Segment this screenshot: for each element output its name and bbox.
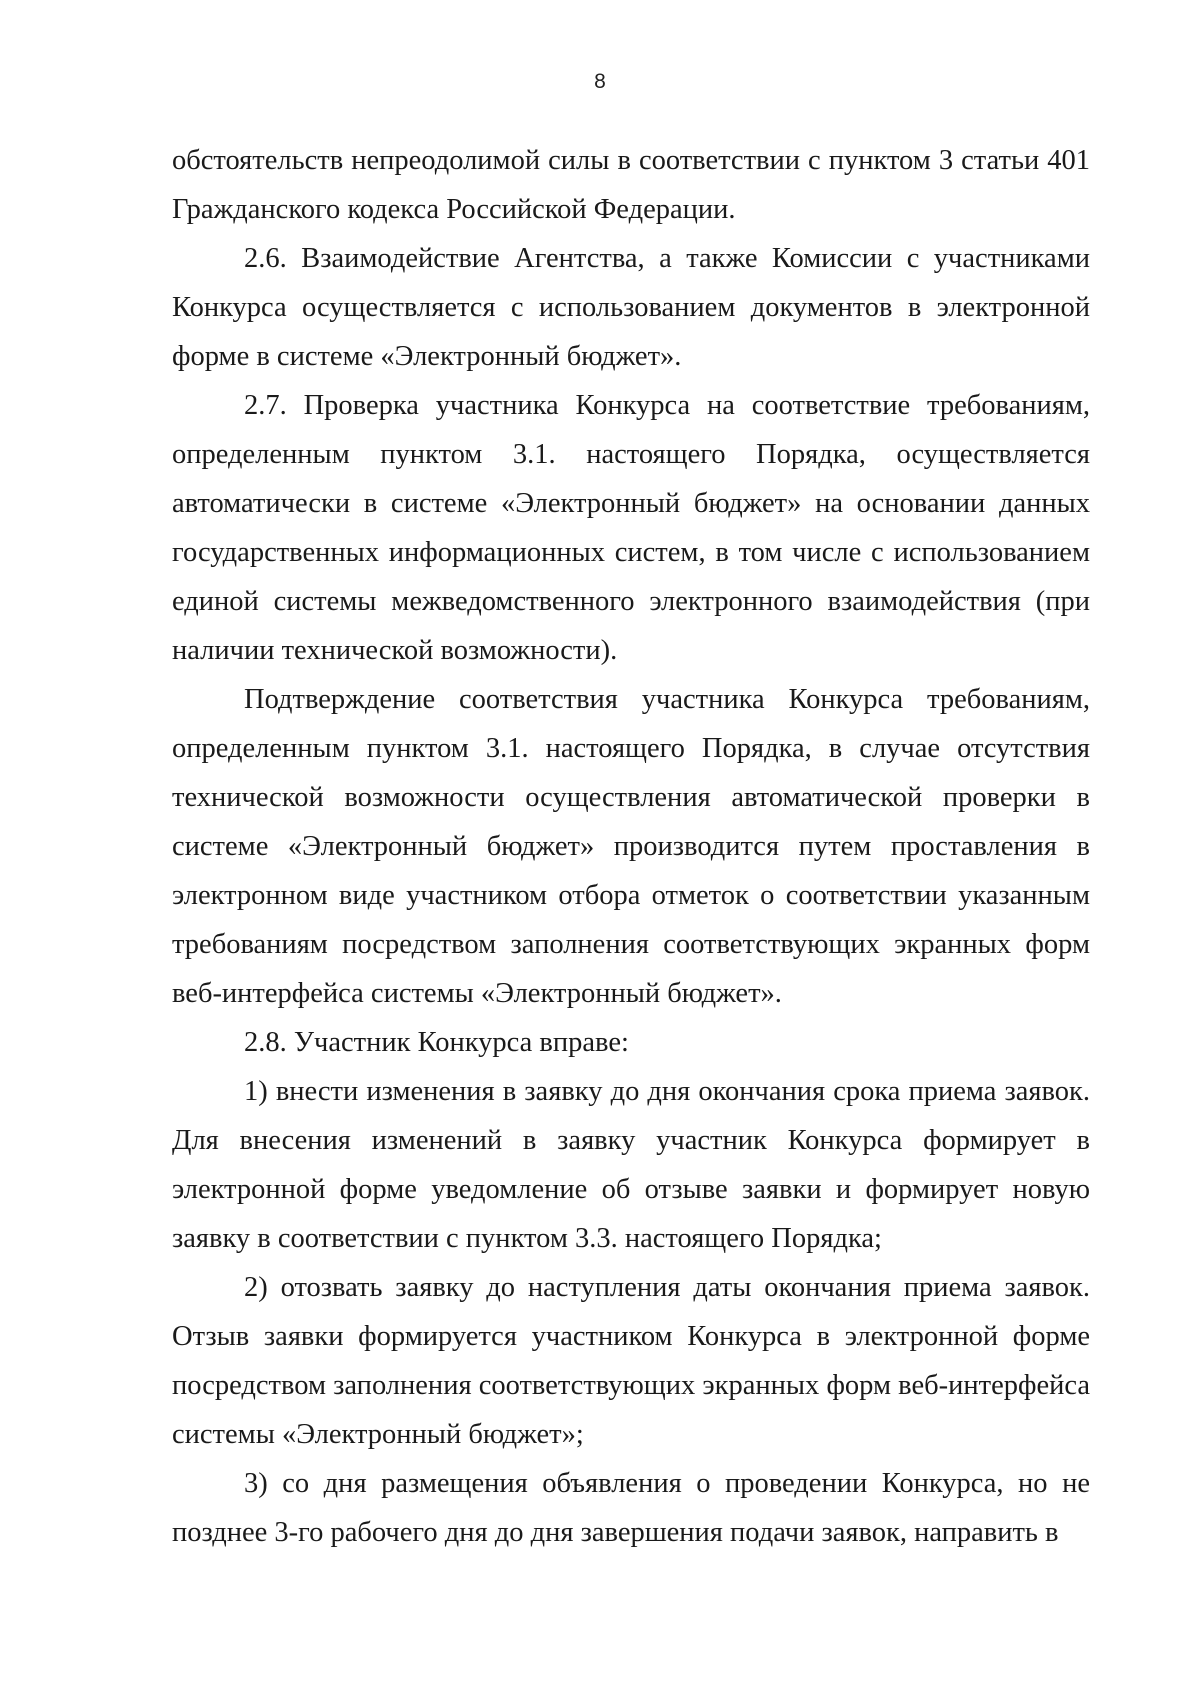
paragraph-continuation: обстоятельств непреодолимой силы в соответствии с пунктом 3 статьи 401 Гражданского кодекса Российской Федерации. [172, 145, 1090, 225]
document-body [172, 136, 1090, 1557]
paragraph-2-6: 2.6. Взаимодействие Агентства, а также Комиссии с участниками Конкурса осуществляется с использованием документов в электронной форме в системе «Электронный бюджет». [172, 243, 1090, 372]
paragraph-item-3: 3) со дня размещения объявления о проведении Конкурса, но не позднее 3-го рабочего дня до дня завершения подачи заявок, направить в [172, 1468, 1090, 1548]
page-number: 8 [594, 70, 606, 93]
paragraph-item-1: 1) внести изменения в заявку до дня окончания срока приема заявок. Для внесения изменений в заявку участник Конкурса формирует в электронной форме уведомление об отзыве заявки и формирует новую заявку в соответствии с пунктом 3.3. настоящего Порядка; [172, 1076, 1090, 1254]
paragraph-item-2: 2) отозвать заявку до наступления даты окончания приема заявок. Отзыв заявки формируется участником Конкурса в электронной форме посредством заполнения соответствующих экранных форм веб-интерфейса системы «Электронный бюджет»; [172, 1272, 1090, 1450]
paragraph-2-8: 2.8. Участник Конкурса вправе: [244, 1027, 629, 1058]
paragraph-2-7: 2.7. Проверка участника Конкурса на соответствие требованиям, определенным пунктом 3.1. настоящего Порядка, осуществляется автоматически в системе «Электронный бюджет» на основании данных государственных информационных систем, в том числе с использованием единой системы межведомственного электронного взаимодействия (при наличии технической возможности). [172, 390, 1090, 666]
paragraph-confirmation: Подтверждение соответствия участника Конкурса требованиям, определенным пунктом 3.1. настоящего Порядка, в случае отсутствия технической возможности осуществления автоматической проверки в системе «Электронный бюджет» производится путем проставления в электронном виде участником отбора отметок о соответствии указанным требованиям посредством заполнения соответствующих экранных форм веб-интерфейса системы «Электронный бюджет». [172, 684, 1090, 1009]
